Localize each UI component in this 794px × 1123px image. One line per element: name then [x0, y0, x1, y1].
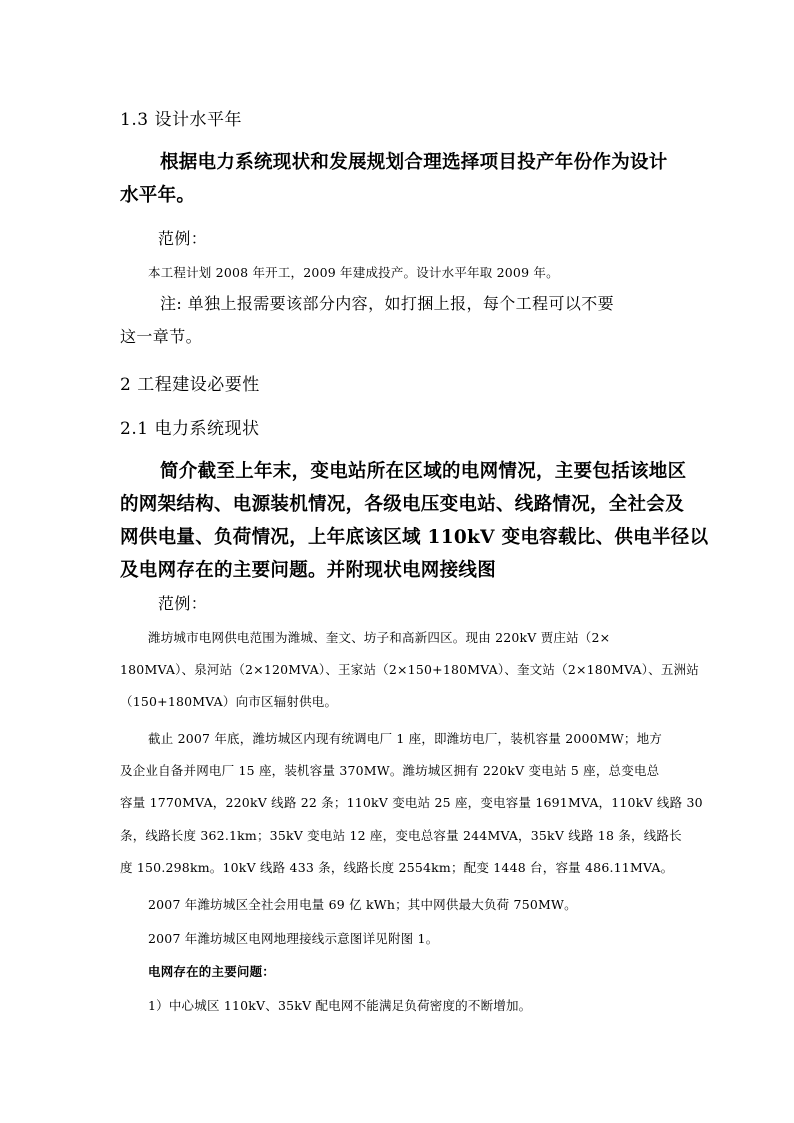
example-paragraph-1-line-1: 潍坊城市电网供电范围为潍城、奎文、坊子和高新四区。现由 220kV 贾庄站（2×: [148, 630, 611, 645]
example-paragraph-2-line-3: 容量 1770MVA，220kV 线路 22 条；110kV 变电站 25 座，变电容量 1691MVA，110kV 线路 30: [120, 795, 703, 810]
example-paragraph-3: 2007 年潍坊城区全社会用电量 69 亿 kWh；其中网供最大负荷 750MW。: [148, 897, 577, 912]
section-1-3-note-line-1: 注: 单独上报需要该部分内容，如打捆上报，每个工程可以不要: [160, 294, 615, 313]
section-2-heading: 2 工程建设必要性: [120, 375, 260, 395]
section-1-3-note-line-2: 这一章节。: [120, 327, 203, 346]
problem-item-1: 1）中心城区 110kV、35kV 配电网不能满足负荷密度的不断增加。: [148, 998, 532, 1013]
section-2-1-paragraph-line-1: 简介截至上年末，变电站所在区域的电网情况，主要包括该地区: [160, 461, 687, 482]
section-1-3-heading: 1.3 设计水平年: [120, 110, 242, 130]
section-2-1-heading: 2.1 电力系统现状: [120, 419, 260, 439]
example-paragraph-2-line-4: 条，线路长度 362.1km；35kV 变电站 12 座，变电总容量 244MVA，35kV 线路 18 条，线路长: [120, 828, 682, 843]
section-2-1-paragraph-line-3: 网供电量、负荷情况，上年底该区域 110kV 变电容载比、供电半径以: [120, 527, 709, 548]
section-1-3-example-text: 本工程计划 2008 年开工，2009 年建成投产。设计水平年取 2009 年。: [148, 265, 559, 280]
example-paragraph-2-line-1: 截止 2007 年底，潍坊城区内现有统调电厂 1 座，即潍坊电厂，装机容量 2000MW；地方: [148, 731, 662, 746]
example-paragraph-2-line-2: 及企业自备并网电厂 15 座，装机容量 370MW。潍坊城区拥有 220kV 变电站 5 座，总变电总: [120, 763, 660, 778]
section-1-3-example-label: 范例：: [158, 229, 208, 248]
example-paragraph-1-line-2: 180MVA）、泉河站（2×120MVA）、王家站（2×150+180MVA）、奎文站（2×180MVA）、五洲站: [120, 662, 699, 677]
example-paragraph-1-line-3: （150+180MVA）向市区辐射供电。: [120, 694, 338, 709]
example-paragraph-4: 2007 年潍坊城区电网地理接线示意图详见附图 1。: [148, 931, 439, 946]
problems-heading: 电网存在的主要问题：: [148, 964, 276, 979]
section-1-3-paragraph-line-2: 水平年。: [120, 185, 196, 206]
section-2-1-paragraph-line-4: 及电网存在的主要问题。并附现状电网接线图: [120, 560, 497, 581]
section-2-1-paragraph-line-2: 的网架结构、电源装机情况，各级电压变电站、线路情况，全社会及: [120, 494, 685, 515]
section-2-1-example-label: 范例：: [158, 594, 208, 613]
example-paragraph-2-line-5: 度 150.298km。10kV 线路 433 条，线路长度 2554km；配变 1448 台，容量 486.11MVA。: [120, 860, 674, 875]
section-1-3-paragraph-line-1: 根据电力系统现状和发展规划合理选择项目投产年份作为设计: [160, 152, 668, 173]
